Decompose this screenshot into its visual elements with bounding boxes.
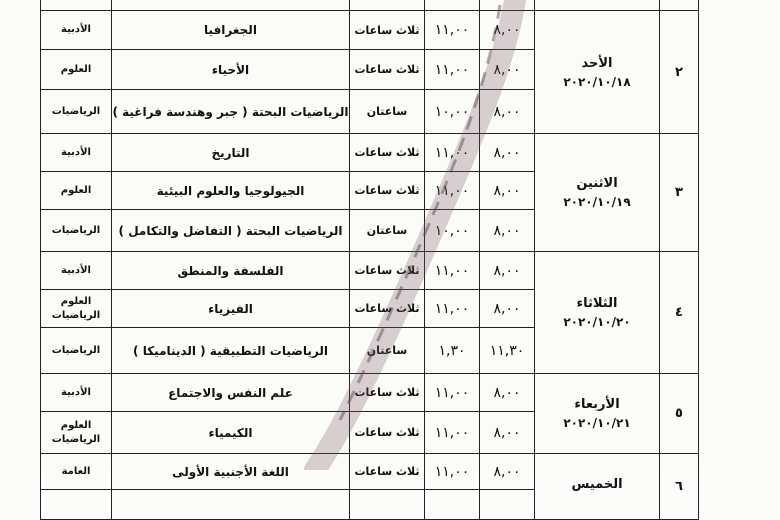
end-time: ١٠,٠٠ [425,210,480,252]
exam-schedule-table [40,0,699,520]
start-time: ٨,٠٠ [480,252,535,290]
end-time: ١١,٠٠ [425,172,480,210]
subject [112,490,350,520]
end-time: ١١,٠٠ [425,290,480,328]
end-time: ١١,٠٠ [425,412,480,454]
day-date: ٢٠٢٠/١٠/١٨ [563,74,631,89]
day-cell [535,374,660,454]
end-time: ١١,٠٠ [425,454,480,490]
end-time: ١١,٠٠ [425,11,480,50]
duration: ثلاث ساعات [350,252,425,290]
branch [41,490,112,520]
duration: ثلاث ساعات [350,290,425,328]
subject: الجغرافيا [112,11,350,50]
branch: الرياضيات [41,90,112,134]
day-name: الثلاثاء [576,296,618,311]
day-cell [535,454,660,520]
row-number: ٤ [660,252,699,374]
duration: ثلاث ساعات [350,412,425,454]
subject: الرياضيات التطبيقية ( الديناميكا ) [112,328,350,374]
start-time: ٨,٠٠ [480,50,535,90]
duration: ساعتان [350,90,425,134]
subject: الفيزياء [112,290,350,328]
end-time: ١١,٠٠ [425,374,480,412]
start-time: ٨,٠٠ [480,290,535,328]
subject: الكيمياء [112,412,350,454]
start-time [480,490,535,520]
day-cell [535,252,660,374]
end-time: ١,٣٠ [425,328,480,374]
start-time: ١١,٣٠ [480,328,535,374]
table-row [41,0,699,11]
row-number: ٥ [660,374,699,454]
branch: الأدبية [41,134,112,172]
table-row [41,374,699,412]
subject: الرياضيات البحتة ( التفاضل والتكامل ) [112,210,350,252]
subject: التاريخ [112,134,350,172]
day-date: ٢٠٢٠/١٠/١٩ [563,195,631,209]
branch [41,0,112,11]
day-name: الاثنين [576,176,618,191]
duration: ثلاث ساعات [350,11,425,50]
branch: الرياضيات [41,328,112,374]
end-time [425,0,480,11]
day-cell [535,0,660,11]
end-time [425,490,480,520]
duration: ثلاث ساعات [350,172,425,210]
day-cell [535,134,660,252]
branch: الأدبية [41,11,112,50]
day-date: ٢٠٢٠/١٠/٢٠ [563,315,631,329]
row-number: ٦ [660,454,699,520]
branch: العلوم الرياضيات [41,290,112,328]
start-time: ٨,٠٠ [480,172,535,210]
subject: الفلسفة والمنطق [112,252,350,290]
subject: الأحياء [112,50,350,90]
end-time: ١٠,٠٠ [425,90,480,134]
day-name: الخميس [571,477,623,492]
subject: الرياضيات البحتة ( جبر وهندسة فراغية ) [112,90,350,134]
branch: العامة [41,454,112,490]
end-time: ١١,٠٠ [425,134,480,172]
table-row [41,11,699,50]
branch: الرياضيات [41,210,112,252]
day-name: الأربعاء [574,397,620,412]
end-time: ١١,٠٠ [425,252,480,290]
duration [350,0,425,11]
duration [350,490,425,520]
table-row [41,454,699,490]
day-date: ٢٠٢٠/١٠/٢١ [563,416,631,430]
subject: اللغة الأجنبية الأولى [112,454,350,490]
start-time: ٨,٠٠ [480,11,535,50]
start-time: ٨,٠٠ [480,454,535,490]
branch: العلوم [41,172,112,210]
start-time: ٨,٠٠ [480,374,535,412]
duration: ثلاث ساعات [350,374,425,412]
branch: الأدبية [41,374,112,412]
table-row [41,134,699,172]
duration: ثلاث ساعات [350,454,425,490]
day-name: الأحد [581,55,613,71]
row-number: ٢ [660,11,699,134]
subject: علم النفس والاجتماع [112,374,350,412]
row-number [660,0,699,11]
start-time: ٨,٠٠ [480,412,535,454]
start-time: ٨,٠٠ [480,134,535,172]
table-row [41,252,699,290]
duration: ساعتان [350,328,425,374]
branch: الأدبية [41,252,112,290]
duration: ساعتان [350,210,425,252]
branch: العلوم [41,50,112,90]
row-number: ٣ [660,134,699,252]
subject [112,0,350,11]
start-time: ٨,٠٠ [480,90,535,134]
end-time: ١١,٠٠ [425,50,480,90]
subject: الجيولوجيا والعلوم البيئية [112,172,350,210]
start-time [480,0,535,11]
day-cell [535,11,660,134]
start-time: ٨,٠٠ [480,210,535,252]
branch: العلوم الرياضيات [41,412,112,454]
duration: ثلاث ساعات [350,134,425,172]
duration: ثلاث ساعات [350,50,425,90]
